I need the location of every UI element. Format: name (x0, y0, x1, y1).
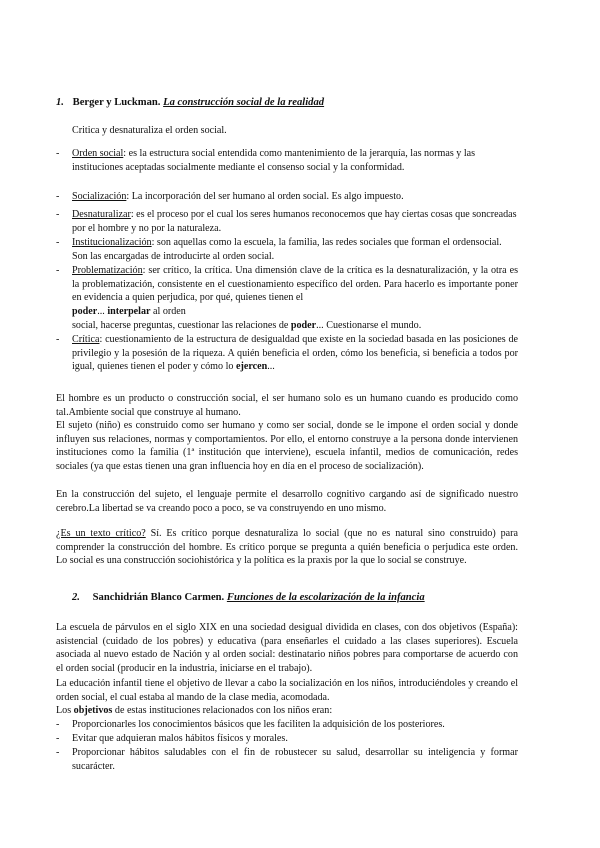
definition-term: Desnaturalizar (72, 209, 131, 220)
definition-term: Problematización (72, 265, 143, 276)
list-bullet: - (56, 237, 60, 248)
emphasis-word: ejercen (236, 361, 268, 373)
definition-text: : cuestionamiento de la estructura de desigualdad que existe en la sociedad basada en las posiciones de privilegio y la posesión de la riqueza. A quién beneficia el orden, cómo los beneficia, si beneficia a todos por igual, quienes tienen el poder y cómo lo (72, 334, 518, 373)
body-paragraph: La escuela de párvulos en el siglo XIX en una sociedad desigual dividida en clases, con dos objetivos (España): asistencial (cuidado de los pobres) y educativa (para enseñarles el cuidado a las clases superiores). Escuela asociada al nuevo estado de Nación y al orden social: destinatario niños pobres para comportarse de acuerdo con el orden social (producir en la industria, iniciarse en el trabajo). (56, 622, 518, 674)
definition-term: Socialización (72, 191, 127, 202)
objectives-intro (56, 704, 518, 718)
section-title: Funciones de la escolarización de la infancia (226, 592, 425, 603)
list-bullet: - (56, 148, 60, 159)
objective-item: Proporcionarles los conocimientos básicos que les faciliten la adquisición de los posteriores. (72, 719, 445, 730)
definition-continuation (72, 305, 186, 319)
ellipsis-text: ... (267, 361, 275, 373)
section-authors: Berger y Luckman. (72, 97, 161, 108)
definition-text: : La incorporación del ser humano al orden social. Es algo impuesto. (126, 191, 404, 202)
answer-text: Sí. Es crítico porque desnaturaliza lo social (que no es natural sino construido) para comprender la construcción del hombre. Es crítico porque se pregunta a quién beneficia o perjudica este orden. Lo social es una construcción sociohistórica y la política es la praxis por la que lo social se construye. (56, 528, 518, 567)
objectives-intro-text: de estas instituciones relacionados con los niños eran: (112, 705, 333, 716)
body-paragraph: En la construcción del sujeto, el lenguaje permite el desarrollo cognitivo cargando así de significado nuestro cerebro.La libertad se va creando poco a poco, se va construyendo en uno mismo. (56, 489, 518, 514)
definition-item (72, 147, 518, 174)
definition-term: Institucionalización (72, 237, 152, 248)
section-number: 1. (56, 97, 64, 108)
section-number: 2. (72, 592, 80, 603)
definition-text: : son aquellas como la escuela, la familia, las redes sociales que forman el ordensocial. Son las encargadas de introducirte al orden social. (72, 237, 502, 262)
section-2-heading (72, 591, 425, 605)
emphasis-word: poder (72, 306, 98, 317)
ellipsis-text: ... (97, 306, 108, 317)
definition-text: : ser crítico, la crítica. Una dimensión clave de la crítica es la desnaturalización, y la otra es la problematización, consistente en el cuestionamiento específico del orden. Para hacerlo es importante poner en evidencia a quien perjudica, por qué, quienes tienen el (72, 265, 518, 304)
continuation-text: al orden (150, 306, 186, 317)
question-text: ¿Es un texto crítico? (56, 528, 146, 539)
list-bullet: - (56, 334, 60, 345)
list-bullet: - (56, 719, 60, 730)
continuation-text: ... Cuestionarse el mundo. (316, 320, 422, 331)
list-bullet: - (56, 747, 60, 758)
definition-term: Crítica (72, 334, 100, 345)
emphasis-word: interpelar (107, 306, 151, 317)
emphasis-word: objetivos (73, 705, 113, 716)
critical-question-paragraph (56, 527, 518, 568)
section-title: La construcción social de la realidad (163, 97, 325, 108)
definition-item (72, 264, 518, 305)
section-authors: Sanchidrián Blanco Carmen. (92, 592, 225, 603)
definition-term: Orden social (72, 148, 124, 159)
definition-text: : es el proceso por el cual los seres humanos reconocemos que hay ciertas cosas que soncreadas por el hombre y no por la naturaleza. (72, 209, 517, 234)
definition-item (72, 236, 518, 263)
section-1-heading (56, 96, 324, 110)
section-intro: Critica y desnaturaliza el orden social. (72, 125, 227, 136)
definition-item (72, 208, 518, 235)
list-bullet: - (56, 191, 60, 202)
objective-item: Evitar que adquieran malos hábitos físicos y morales. (72, 733, 288, 744)
body-paragraph: El hombre es un producto o construcción social, el ser humano solo es un humano cuando es producido como tal.Ambiente social que construye al humano. (56, 393, 518, 418)
definition-item (72, 333, 518, 374)
emphasis-word: poder (290, 320, 317, 331)
list-bullet: - (56, 265, 60, 276)
objectives-intro-text: Los (56, 705, 74, 716)
definition-continuation (72, 319, 421, 333)
list-bullet: - (56, 733, 60, 744)
continuation-text: social, hacerse preguntas, cuestionar las relaciones de (72, 320, 291, 331)
definition-text: : es la estructura social entendida como mantenimiento de la jerarquía, las normas y las instituciones aceptadas socialmente mediante el consenso social y la conformidad. (72, 148, 476, 173)
body-paragraph: La educación infantil tiene el objetivo de llevar a cabo la socialización en los niños, introduciéndoles y creando el orden social, el cual estaba al mando de la clase media, acomodada. (56, 678, 518, 703)
body-paragraph: El sujeto (niño) es construido como ser humano y como ser social, donde se le impone el orden social y donde influyen sus relaciones, normas y comportamientos. Por ello, el entorno construye a la persona donde intervienen instituciones como la familia (1ª institución que interviene), escuela infantil, medios de comunicación, redes sociales (ya que estas tienen una gran influencia hoy en día en el proceso de socialización). (56, 420, 518, 472)
objective-item: Proporcionar hábitos saludables con el fin de robustecer su salud, desarrollar su inteligencia y formar sucarácter. (72, 747, 518, 772)
definition-item (72, 190, 518, 204)
list-bullet: - (56, 209, 60, 220)
